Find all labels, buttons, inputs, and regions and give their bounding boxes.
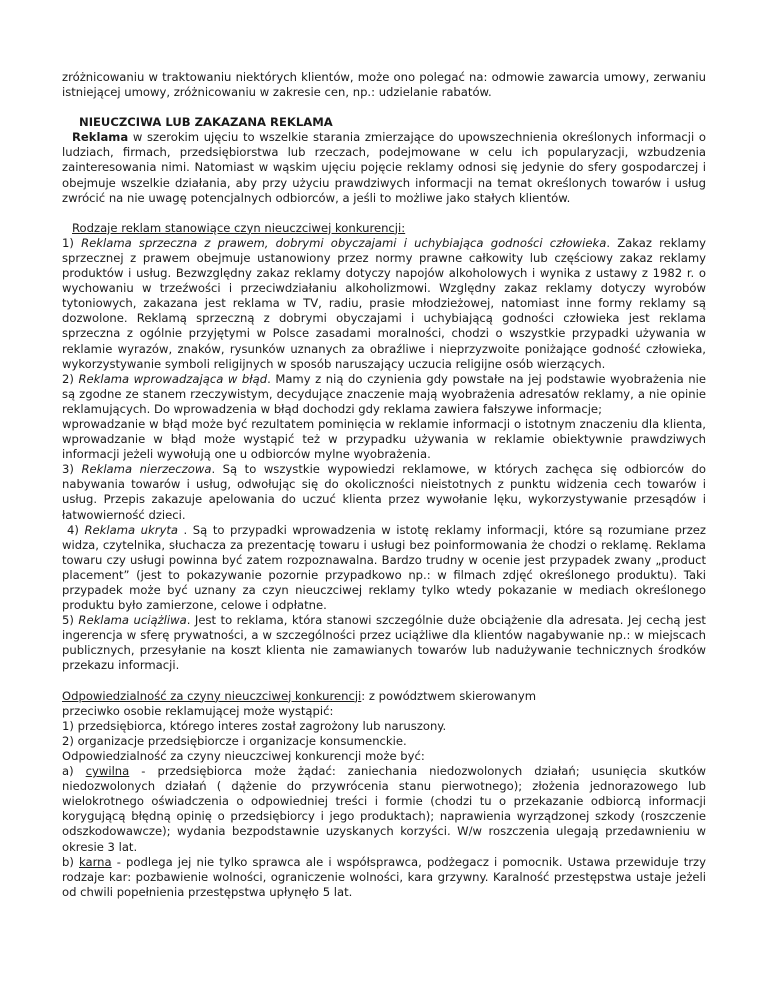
criminal-liability (62, 855, 706, 900)
types-heading-line (62, 221, 706, 236)
item-number: 4) (67, 522, 85, 537)
spacer (62, 100, 706, 115)
item-title: Reklama ukryta (84, 522, 178, 537)
ad-type-3 (62, 462, 706, 522)
ad-type-5 (62, 613, 706, 673)
civil-liability (62, 764, 706, 855)
item-number: a) (62, 764, 86, 779)
item-number: 1) (62, 235, 82, 250)
intro-paragraph: zróżnicowaniu w traktowaniu niektórych klientów, może ono polegać na: odmowie zawarcia umowy, zerwaniu istniejącej umowy, zróżnicowaniu w zakresie cen, np.: udzielanie rabatów. (62, 70, 706, 100)
item-number: 2) (62, 371, 79, 386)
item-number: 3) (62, 462, 82, 477)
spacer (62, 206, 706, 221)
item-text: . Są to przypadki wprowadzenia w istotę reklamy informacji, które są rozumiane przez widza, czytelnika, słuchacza za prezentację towaru i usługi bez poinformowania że chodzi o reklamę. Reklama towaru czy usługi powinna być zatem rozpoznawalna. Bardzo trudny w ocenie jest przypadek zwany „product placement” (jest to pokazywanie pozornie przypadkowo np.: w filmach zdjęć określonego produktu). Taki przypadek może być uznany za czyn nieuczciwej reklamy tylko wtedy pokazanie w mediach określonego produktu było zamierzone, celowe i odpłatne. (62, 522, 706, 613)
ad-type-4 (62, 523, 706, 614)
document-page (62, 70, 706, 900)
item-text: . Są to wszystkie wypowiedzi reklamowe, w których zachęca się odbiorców do nabywania towarów i usług, odwołując się do okoliczności nieistotnych z punktu widzenia cech towarów i usług. Przepis zakazuje apelowania do uczuć klienta przez wywołanie lęku, wykorzystywanie przesądów i łatwowierność dzieci. (62, 462, 707, 522)
item-title: Reklama sprzeczna z prawem, dobrymi obyczajami i uchybiająca godności człowieka (81, 235, 607, 250)
item-title: Reklama uciążliwa (78, 613, 187, 628)
item-number: 5) (62, 613, 79, 628)
liability-line: Odpowiedzialność za czyny nieuczciwej konkurencji może być: (62, 748, 425, 763)
ad-type-1 (62, 236, 706, 372)
reklama-paragraph (62, 130, 706, 205)
ad-type-2-extra: wprowadzanie w błąd może być rezultatem pominięcia w reklamie informacji o istotnym znaczeniu dla klienta, wprowadzanie w błąd może wystąpić też w przypadku używania w reklamie obiektywnie prawdziwych informacji jeżeli wywołują one u odbiorców mylne wyobrażenia. (62, 416, 706, 462)
liability-heading: Odpowiedzialność za czyny nieuczciwej konkurencji (62, 688, 362, 703)
liability-list-item: 1) przedsiębiorca, którego interes został zagrożony lub naruszony. (62, 718, 447, 733)
item-title: Reklama wprowadzająca w błąd (78, 371, 268, 386)
criminal-text: - podlega jej nie tylko sprawca ale i współsprawca, podżegacz i pomocnik. Ustawa przewiduje trzy rodzaje kar: pozbawienie wolności, ograniczenie wolności, kara grzywny. Karalność przestępstwa ustaje jeżeli od chwili popełnienia przestępstwa upłynęło 5 lat. (62, 854, 706, 899)
item-number: b) (62, 854, 79, 869)
liability-heading-line (62, 689, 706, 704)
item-text: . Jest to reklama, która stanowi szczególnie duże obciążenie dla adresata. Jej cechą jest ingerencja w sferę prywatności, a w szczególności przez uciążliwe dla klientów nagabywanie np.: w miejscach publicznych, przesyłanie na koszt klienta nie zamawianych towarów lub nadużywanie technicznych środków przekazu informacji. (62, 613, 706, 673)
liability-line: przeciwko osobie reklamującej może wystąpić: (62, 703, 334, 718)
item-text: . Zakaz reklamy sprzecznej z prawem obejmuje ustanowiony przez normy prawne całkowity lub częściowy zakaz reklamy produktów i usług. Bezwzględny zakaz reklamy dotyczy napojów alkoholowych i wynika z ustawy z 1982 r. o wychowaniu w trzeźwości i przeciwdziałaniu alkoholizmowi. Względny zakaz reklamy dotyczy wyrobów tytoniowych, zakazana jest reklama w TV, radiu, prasie młodzieżowej, natomiast inne formy reklamy są dozwolone. Reklamą sprzeczną z dobrymi obyczajami i uchybiającą godności człowieka jest reklama sprzeczna z ogólnie przyjętymi w Polsce zasadami moralności, chodzi o wszystkie przypadki używania w reklamie wyrazów, znaków, rysunków uznanych za obraźliwe i nieprzyzwoite poniżające godność człowieka, wykorzystywanie symboli religijnych w sposób naruszający uczucia religijne osób wierzących. (62, 235, 706, 371)
spacer (62, 674, 706, 689)
liability-list-item: 2) organizacje przedsiębiorcze i organizacje konsumenckie. (62, 733, 407, 748)
liability-heading-rest: : z powództwem skierowanym (361, 688, 537, 703)
civil-term: cywilna (85, 764, 130, 779)
criminal-term: karna (79, 854, 112, 869)
item-title: Reklama nierzeczowa (81, 462, 212, 477)
section-heading: NIEUCZCIWA LUB ZAKAZANA REKLAMA (79, 115, 333, 130)
types-heading: Rodzaje reklam stanowiące czyn nieuczciwej konkurencji: (72, 220, 406, 235)
ad-type-2 (62, 372, 706, 417)
item-text: . Mamy z nią do czynienia gdy powstałe na jej podstawie wyobrażenia nie są zgodne ze stanem rzeczywistym, decydujące znaczenie mają wyobrażenia adresatów reklamy, a nie opinie reklamujących. Do wprowadzenia w błąd dochodzi gdy reklama zawiera fałszywe informacje; (62, 371, 706, 416)
reklama-term: Reklama (72, 130, 129, 145)
reklama-text: w szerokim ujęciu to wszelkie starania zmierzające do upowszechnienia określonych informacji o ludziach, firmach, przedsiębiorstwa lub rzeczach, podejmowane w celu ich popularyzacji, wzbudzenia zainteresowania nimi. Natomiast w wąskim ujęciu pojęcie reklamy odnosi się jedynie do sfery gospodarczej i obejmuje wszelkie działania, aby przy użyciu prawdziwych informacji na temat określonych towarów i usług zwrócić na nie uwagę potencjalnych odbiorców, a jeśli to możliwe jako stałych klientów. (62, 130, 706, 205)
civil-text: - przedsiębiorca może żądać: zaniechania niedozwolonych działań; usunięcia skutków niedozwolonych działań ( dążenie do przywrócenia stanu pierwotnego); złożenia jednorazowego lub wielokrotnego oświadczenia o odpowiedniej treści i formie (chodzi tu o przekazanie odbiorcą informacji korygującą błędną opinię o przedsiębiorcy i jego produktach); naprawienia wyrządzonej szkody (roszczenie odszkodowawcze); wydania bezpodstawnie uzyskanych korzyści. W/w roszczenia ulegają przedawnieniu w okresie 3 lat. (62, 764, 706, 854)
